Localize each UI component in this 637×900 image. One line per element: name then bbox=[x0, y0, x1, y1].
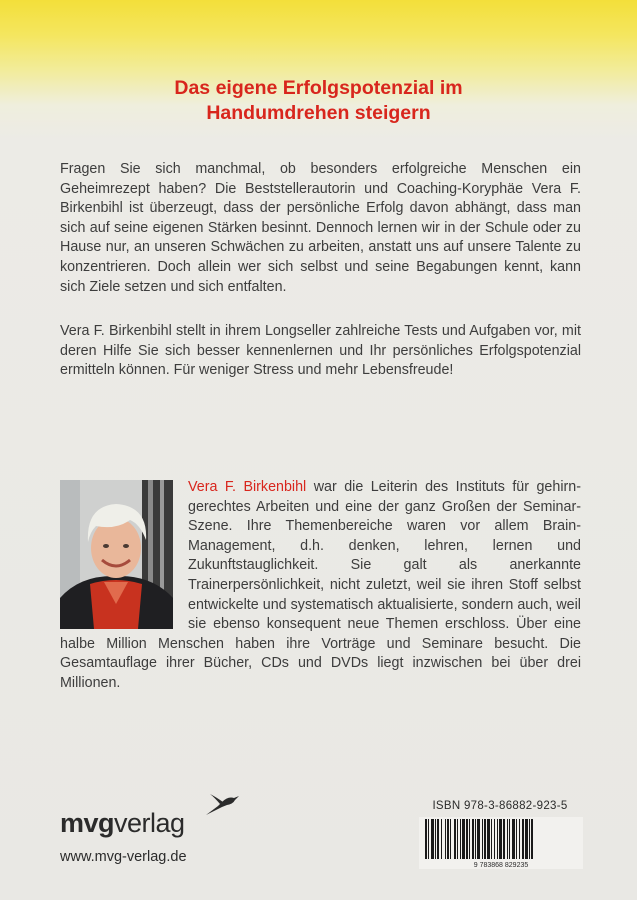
barcode-bar bbox=[450, 819, 451, 859]
barcode-bar bbox=[457, 819, 458, 859]
barcode-bar bbox=[512, 819, 515, 859]
barcode-bar bbox=[482, 819, 483, 859]
barcode-bar bbox=[441, 819, 442, 859]
barcode-bar bbox=[531, 819, 533, 859]
title-line-1: Das eigene Erfolgspotenzial im bbox=[174, 77, 463, 99]
publisher-url: www.mvg-verlag.de bbox=[60, 849, 187, 865]
barcode-bar bbox=[445, 819, 446, 859]
author-bio-text: war die Leiterin des Instituts für gehirn-gerechtes Arbeiten und eine der ganz Großen der Seminar-Szene. Ihre Themenbereiche waren vor allem Brain-Management, d.h. denken, lehren, lernen und Zukunftstauglichkeit. Sie galt als anerkannte Trainerpersönlichkeit, nicht zuletzt, weil sie ihren Stoff selbst entwickelte und systematisch aktualisierte, sondern auch, weil sie ebenso konsequent neue Themen erschloss. Über eine halbe Million Menschen haben ihre Vorträge und Seminare besucht. Die Gesamtauflage ihrer Bücher, CDs und DVDs liegt inzwischen bei über drei Millionen. bbox=[60, 479, 581, 691]
barcode-bar bbox=[435, 819, 436, 859]
logo-regular-part: verlag bbox=[114, 808, 185, 838]
barcode-bar bbox=[497, 819, 498, 859]
author-bio bbox=[60, 478, 581, 694]
barcode-bar bbox=[484, 819, 486, 859]
barcode-bar bbox=[475, 819, 476, 859]
barcode-bar bbox=[447, 819, 449, 859]
barcode-bar bbox=[516, 819, 517, 859]
barcode-bar bbox=[431, 819, 434, 859]
barcode-bar bbox=[491, 819, 492, 859]
barcode-bar bbox=[503, 819, 505, 859]
photo-spacer bbox=[60, 478, 188, 634]
barcode-bar bbox=[466, 819, 468, 859]
barcode-bar bbox=[425, 819, 427, 859]
barcode-bar bbox=[525, 819, 528, 859]
barcode-bar bbox=[437, 819, 439, 859]
title-line-2: Handumdrehen steigern bbox=[206, 102, 431, 124]
barcode-bar bbox=[487, 819, 490, 859]
barcode-bar bbox=[460, 819, 461, 859]
publisher-logo bbox=[60, 806, 185, 846]
barcode-bar bbox=[428, 819, 429, 859]
barcode-bar bbox=[522, 819, 524, 859]
barcode-bar bbox=[462, 819, 465, 859]
author-name: Vera F. Birkenbihl bbox=[188, 479, 307, 495]
logo-bold-part: mvg bbox=[60, 808, 115, 838]
barcode-bar bbox=[507, 819, 508, 859]
isbn-barcode bbox=[419, 817, 583, 869]
barcode-bar bbox=[509, 819, 510, 859]
intro-paragraph: Fragen Sie sich manchmal, ob besonders erfolgreiche Menschen ein Geheimrezept haben? Die Beststellerautorin und Coaching-Koryphäe Vera F. Birkenbihl ist überzeugt, dass der persönliche Erfolg davon abhängt, dass man sich auf seine eigenen Stärken besinnt. Dennoch lernen wir in der Schule oder zu Hause nur, an unseren Schwächen zu arbeiten, anstatt uns auf unsere Talente zu konzentrieren. Doch allein wer sich selbst und seine Begabungen kennt, kann sich Ziele setzen und sich entfalten. bbox=[60, 161, 581, 295]
barcode-bar bbox=[477, 819, 480, 859]
second-paragraph: Vera F. Birkenbihl stellt in ihrem Longseller zahlreiche Tests und Aufgaben vor, mit deren Hilfe Sie sich besser kennenlernen und Ihr persönliches Erfolgspotenzial ermitteln können. Für weniger Stress und mehr Lebensfreude! bbox=[60, 323, 581, 379]
barcode-bar bbox=[529, 819, 530, 859]
page-title bbox=[0, 76, 637, 126]
barcode-digits: 9 783868 829235 bbox=[473, 862, 529, 869]
barcode-bar bbox=[519, 819, 520, 859]
barcode-bar bbox=[499, 819, 502, 859]
barcode-bar bbox=[472, 819, 474, 859]
hummingbird-icon bbox=[204, 793, 240, 817]
barcode-bar bbox=[454, 819, 456, 859]
isbn-number: ISBN 978-3-86882-923-5 bbox=[432, 800, 568, 812]
barcode-bar bbox=[494, 819, 495, 859]
barcode-bar bbox=[469, 819, 470, 859]
